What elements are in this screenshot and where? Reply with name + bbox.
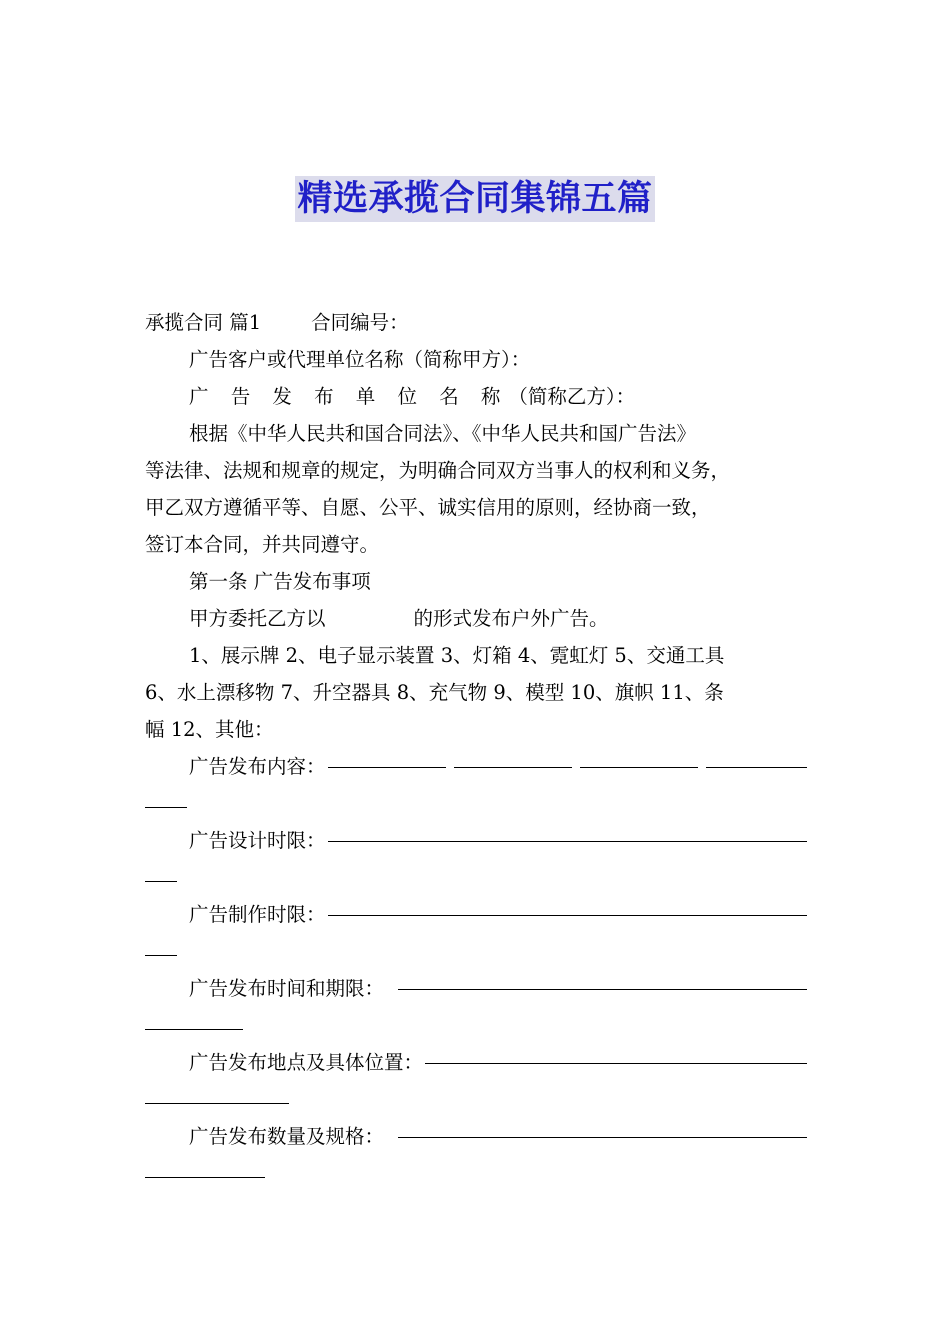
location-blank-tail <box>145 1103 289 1104</box>
production-blank-tail <box>145 955 177 956</box>
document-body <box>145 304 807 1192</box>
design-field-label: 广告设计时限： <box>189 829 326 852</box>
content-blank-3 <box>580 767 698 768</box>
quantity-blank <box>398 1137 807 1138</box>
document-title: 精选承揽合同集锦五篇 <box>295 176 654 222</box>
preamble-line-2: 等法律、法规和规章的规定，为明确合同双方当事人的权利和义务， <box>145 459 731 482</box>
document-title-wrap <box>0 176 950 222</box>
quantity-blank-continuation <box>145 1155 807 1192</box>
contract-number-label: 合同编号： <box>311 311 409 334</box>
party-b-suffix: （简称乙方）： <box>508 385 636 408</box>
production-field-label: 广告制作时限： <box>189 903 326 926</box>
period-blank-tail <box>145 1029 243 1030</box>
entrust-suffix: 的形式发布户外广告。 <box>413 607 609 630</box>
production-blank-continuation <box>145 933 807 970</box>
content-field-label: 广告发布内容： <box>189 755 326 778</box>
content-field-row <box>145 748 807 785</box>
period-blank <box>398 989 807 990</box>
location-field-label: 广告发布地点及具体位置： <box>189 1051 424 1074</box>
preamble-line-3: 甲乙双方遵循平等、自愿、公平、诚实信用的原则，经协商一致， <box>145 496 711 519</box>
options-line-1: 1、展示牌 2、电子显示装置 3、灯箱 4、霓虹灯 5、交通工具 <box>189 644 725 667</box>
options-line-2: 6、水上漂移物 7、升空器具 8、充气物 9、模型 10、旗帜 11、条 <box>145 681 724 704</box>
production-blank <box>328 915 807 916</box>
period-field-row <box>145 970 807 1007</box>
article-1-title: 第一条 广告发布事项 <box>189 570 371 593</box>
contract-header-line <box>145 304 807 341</box>
entrust-prefix: 甲方委托乙方以 <box>189 607 326 630</box>
period-blank-continuation <box>145 1007 807 1044</box>
content-blank-tail <box>145 807 187 808</box>
preamble-line-4: 签订本合同，并共同遵守。 <box>145 533 380 556</box>
design-field-row <box>145 822 807 859</box>
content-blank-1 <box>328 767 446 768</box>
period-field-label: 广告发布时间和期限： <box>189 977 385 1000</box>
content-blank-continuation <box>145 785 807 822</box>
location-blank <box>425 1063 807 1064</box>
location-field-row <box>145 1044 807 1081</box>
design-blank-continuation <box>145 859 807 896</box>
party-b-line <box>145 378 807 415</box>
production-field-row <box>145 896 807 933</box>
party-a-line: 广告客户或代理单位名称（简称甲方）： <box>189 348 531 371</box>
design-blank <box>328 841 807 842</box>
party-b-label: 广 告 发 布 单 位 名 称 <box>189 385 509 408</box>
quantity-field-label: 广告发布数量及规格： <box>189 1125 385 1148</box>
design-blank-tail <box>145 881 177 882</box>
contract-part-label: 承揽合同 篇1 <box>145 311 262 334</box>
entrust-line <box>145 600 807 637</box>
quantity-blank-tail <box>145 1177 265 1178</box>
content-blank-2 <box>454 767 572 768</box>
preamble-line-1: 根据《中华人民共和国合同法》、《中华人民共和国广告法》 <box>189 422 697 445</box>
options-line-3: 幅 12、其他： <box>145 718 274 741</box>
content-blank-4 <box>706 767 807 768</box>
quantity-field-row <box>145 1118 807 1155</box>
location-blank-continuation <box>145 1081 807 1118</box>
